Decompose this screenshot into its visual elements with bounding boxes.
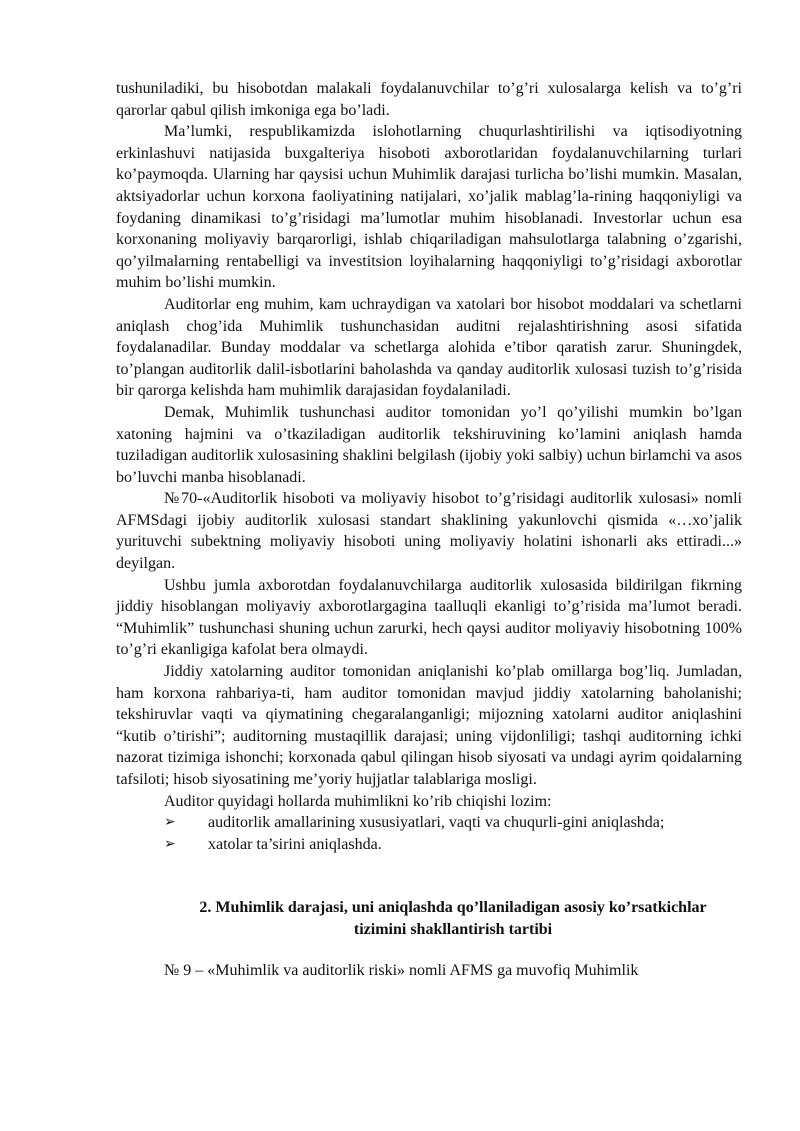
paragraph-standard-70: №70-«Auditorlik hisoboti va moliyaviy hisobot to’g’risidagi auditorlik xulosasi» nomli AFMSdagi ijobiy auditorlik xulosasi standart shaklining yakunlovchi qismida «…xo’jalik yurituvchi subektning moliyaviy hisoboti uning moliyaviy holatini ishonarli aks ettiradi...» deyilgan. bbox=[116, 490, 742, 573]
list-item bbox=[116, 834, 742, 856]
paragraph-list-intro: Auditor quyidagi hollarda muhimlikni ko’rib chiqishi lozim: bbox=[164, 792, 552, 810]
arrow-bullet-icon: ➢ bbox=[164, 814, 176, 831]
list-item-text: xatolar ta’sirini aniqlashda. bbox=[208, 835, 382, 853]
paragraph-auditors-use: Auditorlar eng muhim, kam uchraydigan va xatolari bor hisobot moddalari va schetlarni aniqlash chog’ida Muhimlik tushunchasidan auditni rejalashtirishning asosi sifatida foydalanadilar. Bunday moddalar va schetlarga alohida e’tibor qaratish zarur. Shuningdek, to’plangan auditorlik dalil-isbotlarini baholashda va qanday auditorlik xulosasi tuzish to’g’risida bir qarorga kelishda ham muhimlik darajasidan foydalaniladi. bbox=[116, 295, 742, 400]
section-heading-line: tizimini shakllantirish tartibi bbox=[353, 920, 553, 938]
arrow-bullet-icon: ➢ bbox=[164, 835, 176, 852]
paragraph-conclusion: Demak, Muhimlik tushunchasi auditor tomonidan yo’l qo’yilishi mumkin bo’lgan xatoning hajmini va o’tkaziladigan auditorlik tekshiruvining ko’lamini aniqlash hamda tuziladigan auditorlik xulosasining shaklini belgilash (ijobiy yoki salbiy) uchun birlamchi va asos bo’luvchi manba hisoblanadi. bbox=[116, 403, 742, 486]
list-item bbox=[116, 812, 742, 834]
paragraph-materiality-note: Ushbu jumla axborotdan foydalanuvchilarga auditorlik xulosasida bildirilgan fikrning jiddiy hisoblangan moliyaviy axborotlargagina taalluqli ekanligi to’g’risida ma’lumot beradi. “Muhimlik” tushunchasi shuning uchun zarurki, hech qaysi auditor moliyaviy hisobotning 100% to’g’ri ekanligiga kafolat bera olmaydi. bbox=[116, 576, 742, 659]
paragraph-users-of-reporting: Ma’lumki, respublikamizda islohotlarning chuqurlashtirilishi va iqtisodiyotning erkinlashuvi natijasida buxgalteriya hisoboti axborotlaridan foydalanuvchilarning turlari ko’paymoqda. Ularning har qaysisi uchun Muhimlik darajasi turlicha bo’lishi mumkin. Masalan, aktsiyadorlar uchun korxona faoliyatining natijalari, xo’jalik mablag’la-rining haqqoniyligi va foydaning dinamikasi to’g’risidagi ma’lumotlar muhim hisoblanadi. Investorlar uchun esa korxonaning moliyaviy barqarorligi, ishlab chiqariladigan mahsulotlarga talabning o’zgarishi, qo’yilmalarning rentabelligi va investitsion loyihalarning haqqoniyligi to’g’risidagi axborotlar muhim bo’lishi mumkin. bbox=[116, 123, 742, 292]
list-item-text: auditorlik amallarining xususiyatlari, vaqti va chuqurli-gini aniqlashda; bbox=[208, 814, 665, 832]
paragraph-serious-errors: Jiddiy xatolarning auditor tomonidan aniqlanishi ko’plab omillarga bog’liq. Jumladan, ham korxona rahbariya-ti, ham auditor tomonidan mavjud jiddiy xatolarning baholanishi; tekshiruvlar vaqti va qiymatining chegaralanganligi; mijozning xatolarni auditor aniqlashini “kutib o’tirishi”; auditorning mustaqillik darajasi; uning vijdonliligi; tashqi auditorning ichki nazorat tizimiga ishonchi; korxonada qabul qilingan hisob siyosati va undagi ayrim qoidalarning tafsiloti; hisob siyosatining me’yoriy hujjatlar talablariga mosligi. bbox=[116, 663, 742, 788]
section-heading-line: 2. Muhimlik darajasi, uni aniqlashda qo’llaniladigan asosiy ko’rsatkichlar bbox=[199, 899, 707, 917]
bullet-list bbox=[116, 812, 742, 855]
section-heading bbox=[116, 897, 742, 940]
document-page bbox=[116, 78, 742, 981]
paragraph-standard-9: № 9 – «Muhimlik va auditorlik riski» nomli AFMS ga muvofiq Muhimlik bbox=[164, 961, 639, 979]
paragraph-continuation: tushuniladiki, bu hisobotdan malakali foydalanuvchilar to’g’ri xulosalarga kelish va to’g’ri qarorlar qabul qilish imkoniga ega bo’ladi. bbox=[116, 80, 742, 119]
